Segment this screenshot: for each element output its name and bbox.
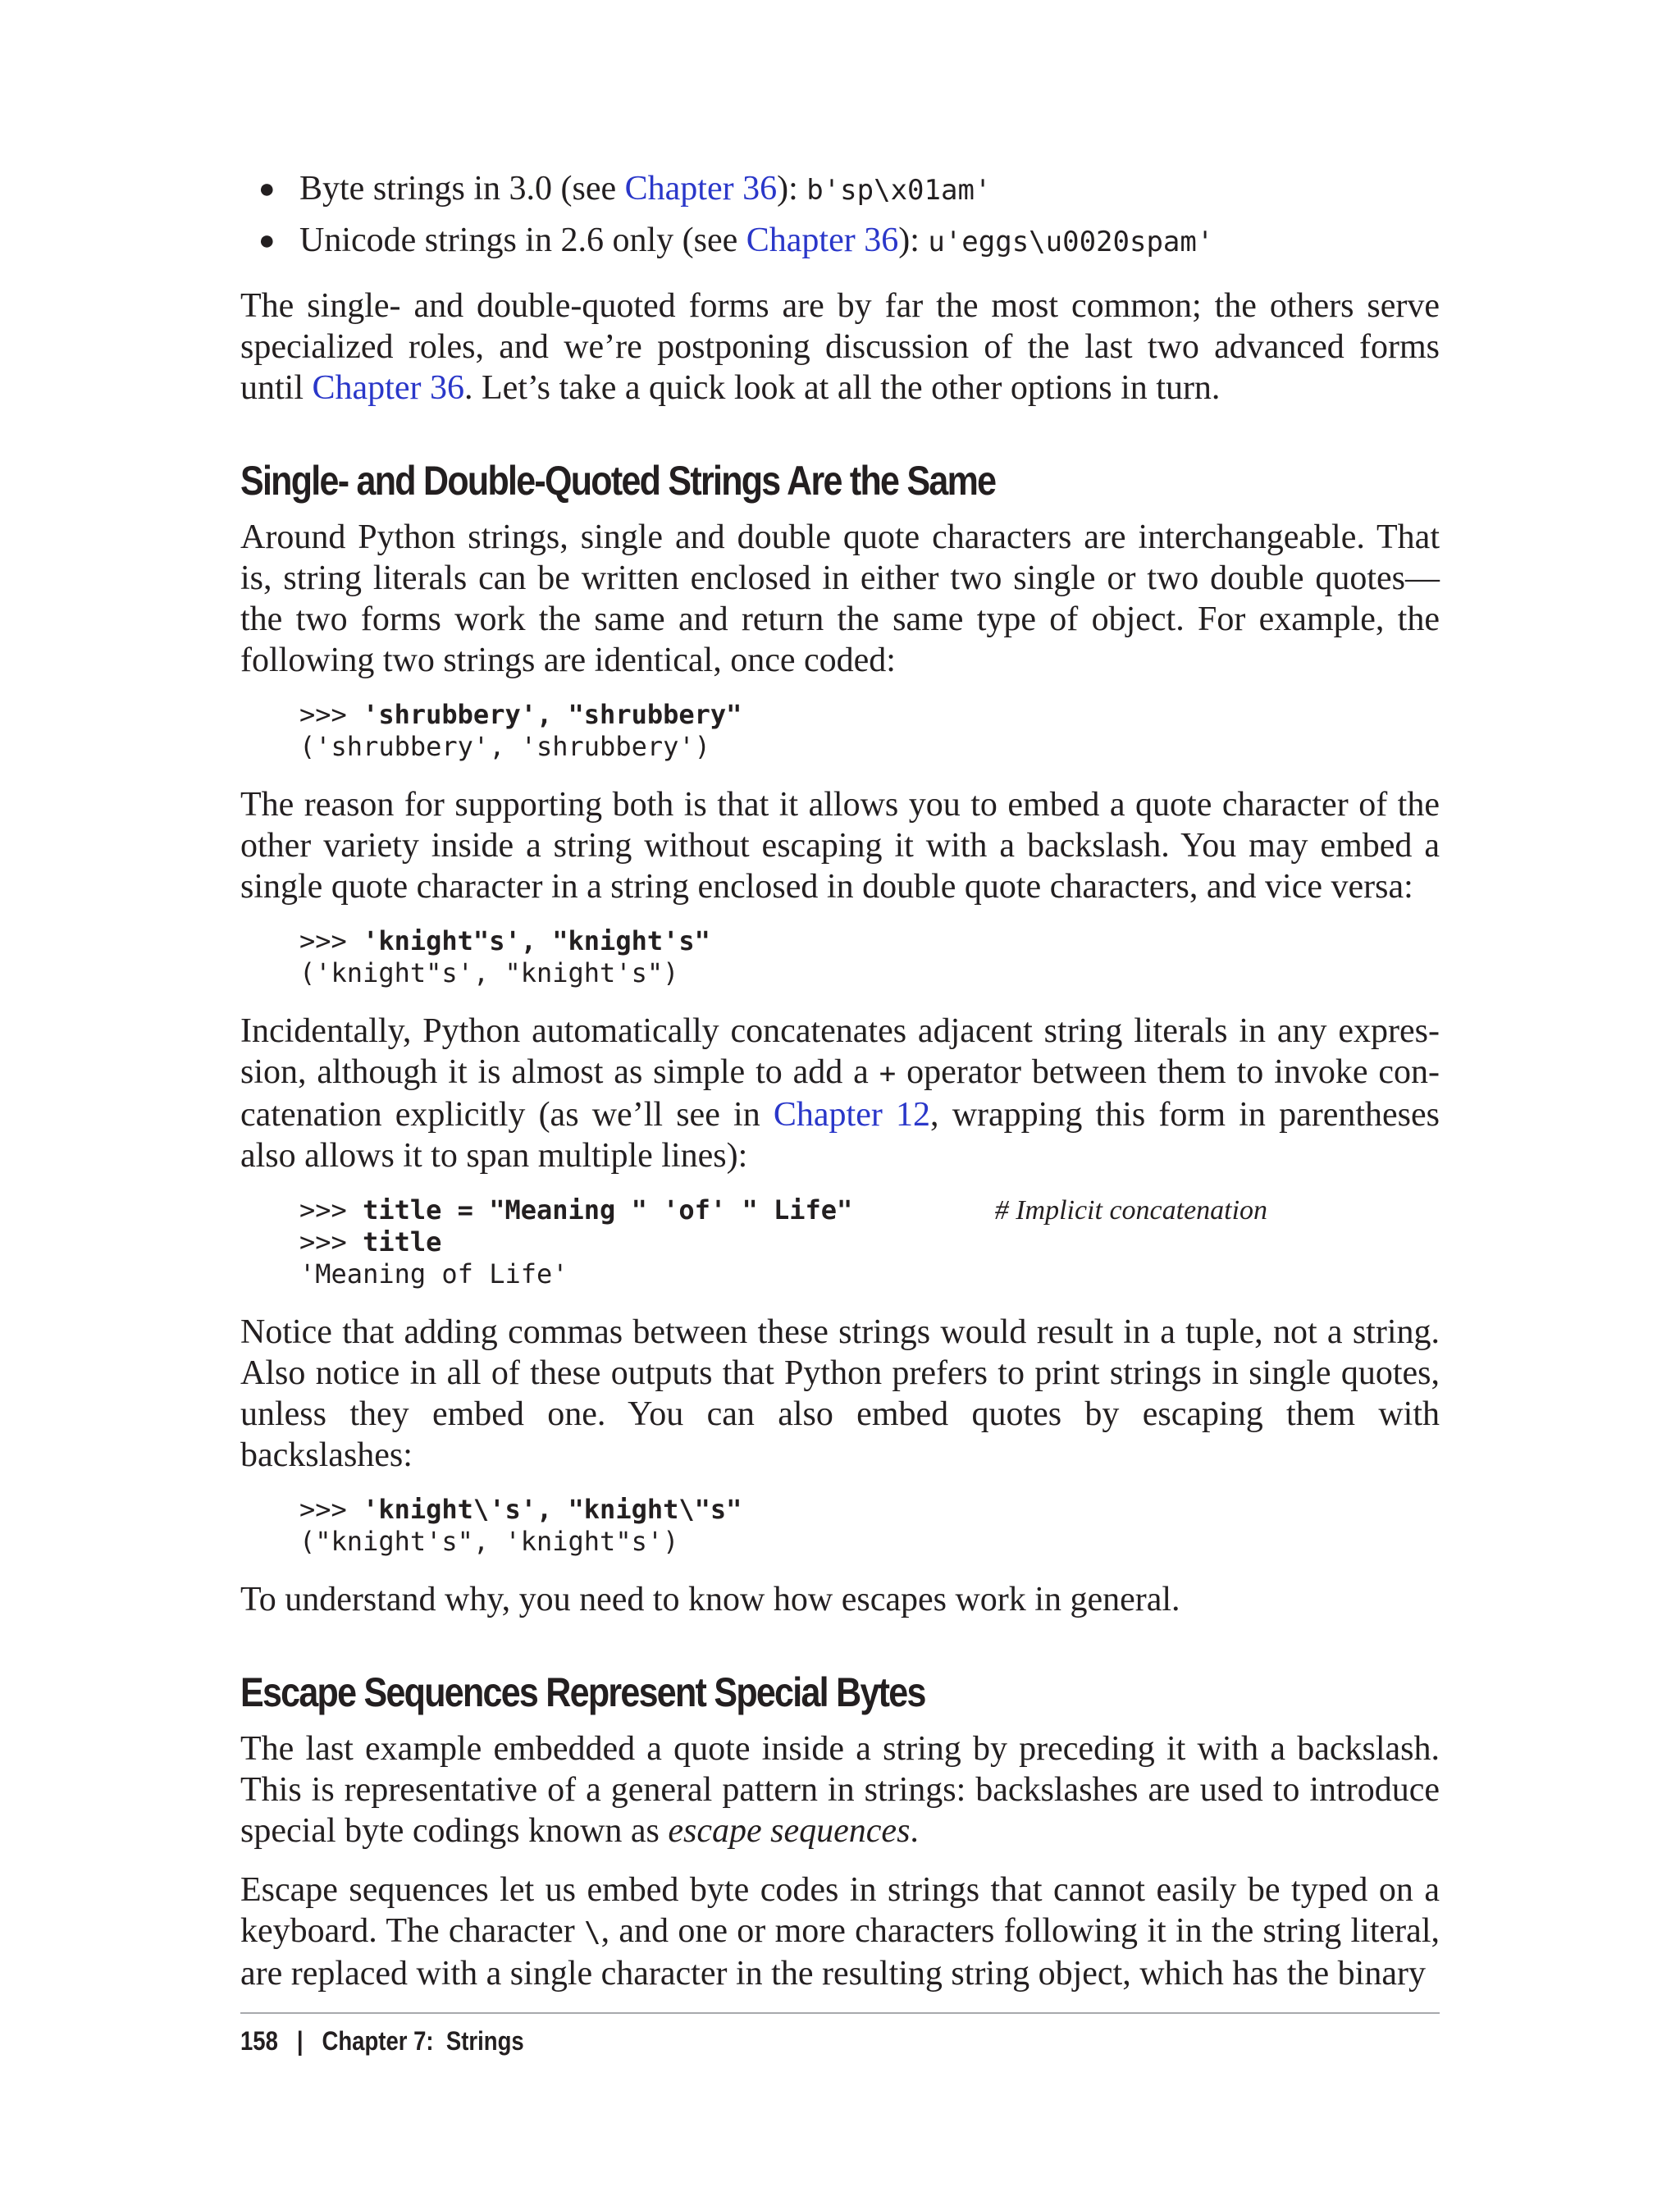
code-input: 'shrubbery', "shrubbery" — [363, 699, 742, 730]
section-heading-quoted-strings: Single- and Double-Quoted Strings Are the Same — [240, 458, 996, 504]
code-prompt: >>> — [299, 699, 363, 730]
code-output: ('shrubbery', 'shrubbery') — [299, 731, 710, 762]
code-input: 'knight\'s', "knight\"s" — [363, 1494, 742, 1525]
intro-paragraph — [240, 285, 1440, 409]
chapter-36-link[interactable]: Chapter 36 — [312, 369, 464, 407]
paragraph — [240, 1011, 1440, 1176]
footer-divider — [240, 2012, 1440, 2014]
list-item-text: Byte strings in 3.0 (see — [299, 170, 625, 208]
paragraph-text: The last example embedded a quote inside a string by preceding it with a backslash. This is representative of a general pattern in strings: backslashes are used to introduce special byte codings known as — [240, 1730, 1440, 1850]
list-item-text: ): — [777, 170, 807, 208]
list-item — [240, 164, 1440, 216]
code-output: ("knight's", 'knight"s') — [299, 1526, 679, 1557]
code-prompt: >>> — [299, 1494, 363, 1525]
list-item-text: ): — [898, 221, 929, 259]
paragraph: To understand why, you need to know how escapes work in general. — [240, 1581, 1180, 1618]
code-output: 'Meaning of Life' — [299, 1258, 568, 1290]
paragraph: Around Python strings, single and double quote characters are interchangeable. That is, string literals can be written enclosed in either two single or two double quotes—the two forms work the same and return the same type of object. For example, the following two strings are identical, once coded: — [240, 518, 1440, 679]
paragraph-text: The single- and double-quoted forms are by far the most common; the others serve specialized roles, and we’re postponing discussion of the last two advanced forms until — [240, 287, 1440, 407]
bullet-icon: ● — [258, 174, 276, 204]
page-footer — [240, 2026, 524, 2057]
page-content — [240, 164, 1440, 2012]
paragraph: Notice that adding commas between these strings would result in a tuple, not a string. Also notice in all of these outputs that Python prefers to print strings in single quotes, unless they embed one. You can also embed quotes by escaping them with backslashes: — [240, 1313, 1440, 1474]
code-block — [299, 925, 1440, 989]
chapter-12-link[interactable]: Chapter 12 — [773, 1096, 931, 1134]
code-prompt: >>> — [299, 1226, 363, 1258]
list-item-text: Unicode strings in 2.6 only (see — [299, 221, 746, 259]
code-block — [299, 1494, 1440, 1558]
paragraph-text: . — [910, 1812, 919, 1850]
paragraph — [240, 1728, 1440, 1851]
inline-code: b'sp\x01am' — [806, 174, 992, 207]
inline-code: u'eggs\u0020spam' — [928, 226, 1214, 258]
code-output: ('knight"s', "knight's") — [299, 957, 679, 988]
code-comment: # Implicit concatenation — [994, 1195, 1268, 1226]
paragraph-text: Escape sequences let us embed byte codes in strings that cannot easily be typed on a keyboard. The character — [240, 1871, 1440, 1950]
section-heading-escape-sequences: Escape Sequences Represent Special Bytes — [240, 1669, 925, 1715]
code-prompt: >>> — [299, 925, 363, 956]
chapter-36-link[interactable]: Chapter 36 — [624, 170, 778, 208]
inline-code: + — [879, 1057, 897, 1090]
paragraph — [240, 1869, 1440, 1994]
code-input: 'knight"s', "knight's" — [363, 925, 710, 956]
page-number: 158 — [240, 2026, 278, 2056]
running-chapter-title: Chapter 7: Strings — [322, 2026, 524, 2056]
chapter-36-link[interactable]: Chapter 36 — [746, 221, 899, 259]
code-input: title = "Meaning " 'of' " Life" — [363, 1194, 853, 1226]
bullet-icon: ● — [258, 226, 276, 256]
list-item — [240, 216, 1440, 267]
emphasis-text: escape sequences — [668, 1812, 911, 1850]
paragraph: The reason for supporting both is that it allows you to embed a quote character of the other variety inside a string without escaping it with a backslash. You may embed a single quote character in a string enclosed in double quote characters, and vice versa: — [240, 786, 1440, 906]
footer-separator: | — [296, 2026, 304, 2056]
paragraph-text: . Let’s take a quick look at all the other options in turn. — [463, 369, 1221, 407]
paragraph-text: , wrapping this form in parentheses also allows it to span multiple lines): — [240, 1096, 1440, 1175]
string-forms-list — [240, 164, 1440, 267]
code-block — [299, 699, 1440, 763]
code-block — [299, 1194, 1440, 1290]
code-input: title — [363, 1226, 442, 1258]
inline-code: \ — [584, 1916, 601, 1949]
paragraph-text: operator between them to invoke concatenation explicitly (as we’ll see in — [240, 1053, 1440, 1134]
paragraph-text: , and one or more characters following it in the string literal, are replaced with a single character in the resulting string object, which has the binary — [240, 1912, 1440, 1993]
code-prompt: >>> — [299, 1194, 363, 1226]
paragraph-text: Incidentally, Python automatically concatenates adjacent string literals in any expression, although it is almost as simple to add a — [240, 1012, 1440, 1091]
